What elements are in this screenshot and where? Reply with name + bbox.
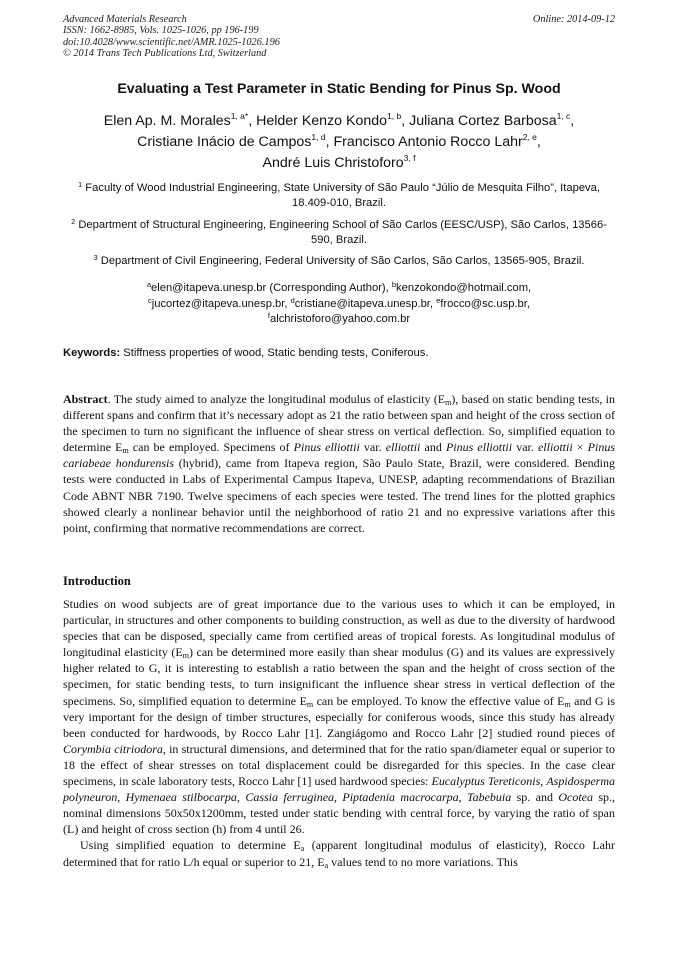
email-f: $^f$alchristoforo@yahoo.com.br (267, 311, 411, 326)
intro-paragraph-1: Studies on wood subjects are of great importance due to the various uses to which it can be employed, in particular, in structures and other components to building construction, as well as due to the diversity of hardwood species that can be disposed, specially came from certified areas of tropical forests. As longitudinal modulus of longitudinal elasticity $(E_m)$ can be determined more easily than shear modulus (G) and its values are expressively higher related to G, it is interesting to establish a ratio between the span and the height of cross section of the specimen, for static bending tests, to turn insignificant the influence shear stress in vertical deflection of the specimens. So, simplified equation to determine $E_m$ can be employed. To know the effective value of $E_m$ and G is very important for the design of timber structures, especially for coniferous woods, since this study has already been conducted for hardwoods, by Rocco Lahr [1]. Zangiágomo and Rocco Lahr [2] studied round pieces of Corymbia citriodora, in structural dimensions, and determined that for the ratio span/diameter equal or superior to 18 the effect of shear stresses on total displacement could be disregarded for this species. In the case clear specimens, in scale laboratory tests, Rocco Lahr [1] used hardwood species: Eucalyptus Tereticonis, Aspidosperma polyneuron, Hymenaea stilbocarpa, Cassia ferruginea, Piptadenia macrocarpa, Tabebuia sp. and Ocotea sp., nominal dimensions 50x50x1200mm, tested under static bending with central force, by varying the ratio of span (L) and height of cross section (h) from 4 until 26. (63, 597, 616, 837)
author: Helder Kenzo Kondo$^{1, b}$, (256, 111, 410, 129)
author: Francisco Antonio Rocco Lahr$^{2, e}$, (333, 132, 541, 150)
email-c: $^c$jucortez@itapeva.unesp.br, (148, 295, 291, 310)
author-list (40, 111, 638, 174)
introduction-body (63, 596, 615, 870)
author: Elen Ap. M. Morales$^{1, a*}$, (103, 111, 257, 129)
author: Cristiane Inácio de Campos$^{1, d}$, (137, 132, 334, 150)
email-e: $^e$frocco@sc.usp.br, (436, 295, 530, 310)
abstract: Abstract. The study aimed to analyze the longitudinal modulus of elasticity $(E_m)$, based on static bending tests, in different spans and confirm that it’s necessary adopt as 21 the ratio between span and height of the cross section of the specimen to turn no significant the influence of shear stress on vertical deflection. So, simplified equation to determine $E_m$ can be employed. Specimens of Pinus elliottii var. elliottii and Pinus elliottii var. elliottii × Pinus cariabeae hondurensis (hybrid), came from Itapeva region, São Paulo State, Brazil, were considered. Bending tests were conducted in Labs of Experimental Campus Itapeva, UNESP, adapting recommendations of Brazilian Code ABNT NBR 7190. Twelve specimens of each species were tested. The trend lines for the plotted graphics showed clearly a nonlinear behavior until the neighborhood of ratio 21 and no expressive variations after this point, confirming that normative recommendations are correct. (63, 392, 616, 535)
keywords-label: Keywords: (63, 347, 121, 359)
paper-title: Evaluating a Test Parameter in Static Bending for Pinus Sp. Wood (117, 81, 561, 97)
keywords-text: Stiffness properties of wood, Static bending tests, Coniferous. (120, 347, 429, 359)
email-a: $^a$elen@itapeva.unesp.br (Corresponding Author), (146, 280, 392, 294)
journal-issn: ISSN: 1662-8985, Vols. 1025-1026, pp 196-199 (63, 25, 259, 37)
abstract-label: Abstract (63, 392, 108, 406)
keywords (63, 346, 615, 360)
journal-doi: doi:10.4028/www.scientific.net/AMR.1025-1026.196 (63, 36, 280, 48)
journal-name: Advanced Materials Research (63, 14, 187, 25)
author: André Luis Christoforo$^{3, f}$ (262, 153, 416, 171)
journal-copyright: © 2014 Trans Tech Publications Ltd, Switzerland (63, 47, 267, 59)
email-d: $^d$cristiane@itapeva.unesp.br, (290, 295, 437, 310)
affiliation-1: $^1$ Faculty of Wood Industrial Engineering, State University of São Paulo “Júlio de Mesquita Filho”, Itapeva, 18.409-010, Brazil. (78, 180, 600, 209)
author: Juliana Cortez Barbosa$^{1, c}$, (409, 111, 575, 129)
intro-paragraph-2: Using simplified equation to determine $E_a$ (apparent longitudinal modulus of elasticity), Rocco Lahr determined that for ratio L/h equal or superior to 21, $E_a$ values tend to no more variations. This (63, 838, 615, 870)
online-date: Online: 2014-09-12 (532, 14, 615, 25)
affiliation-3: $^3$ Department of Civil Engineering, Federal University of São Carlos, São Carlos, 13565-905, Brazil. (93, 253, 585, 267)
email-list (63, 281, 615, 328)
journal-header (63, 14, 615, 59)
email-b: $^b$kenzokondo@hotmail.com, (391, 280, 532, 294)
introduction-heading: Introduction (63, 574, 131, 588)
affiliation-2: $^2$ Department of Structural Engineering, Engineering School of São Carlos (EESC/USP), São Carlos, 13566-590, Brazil. (71, 217, 607, 246)
